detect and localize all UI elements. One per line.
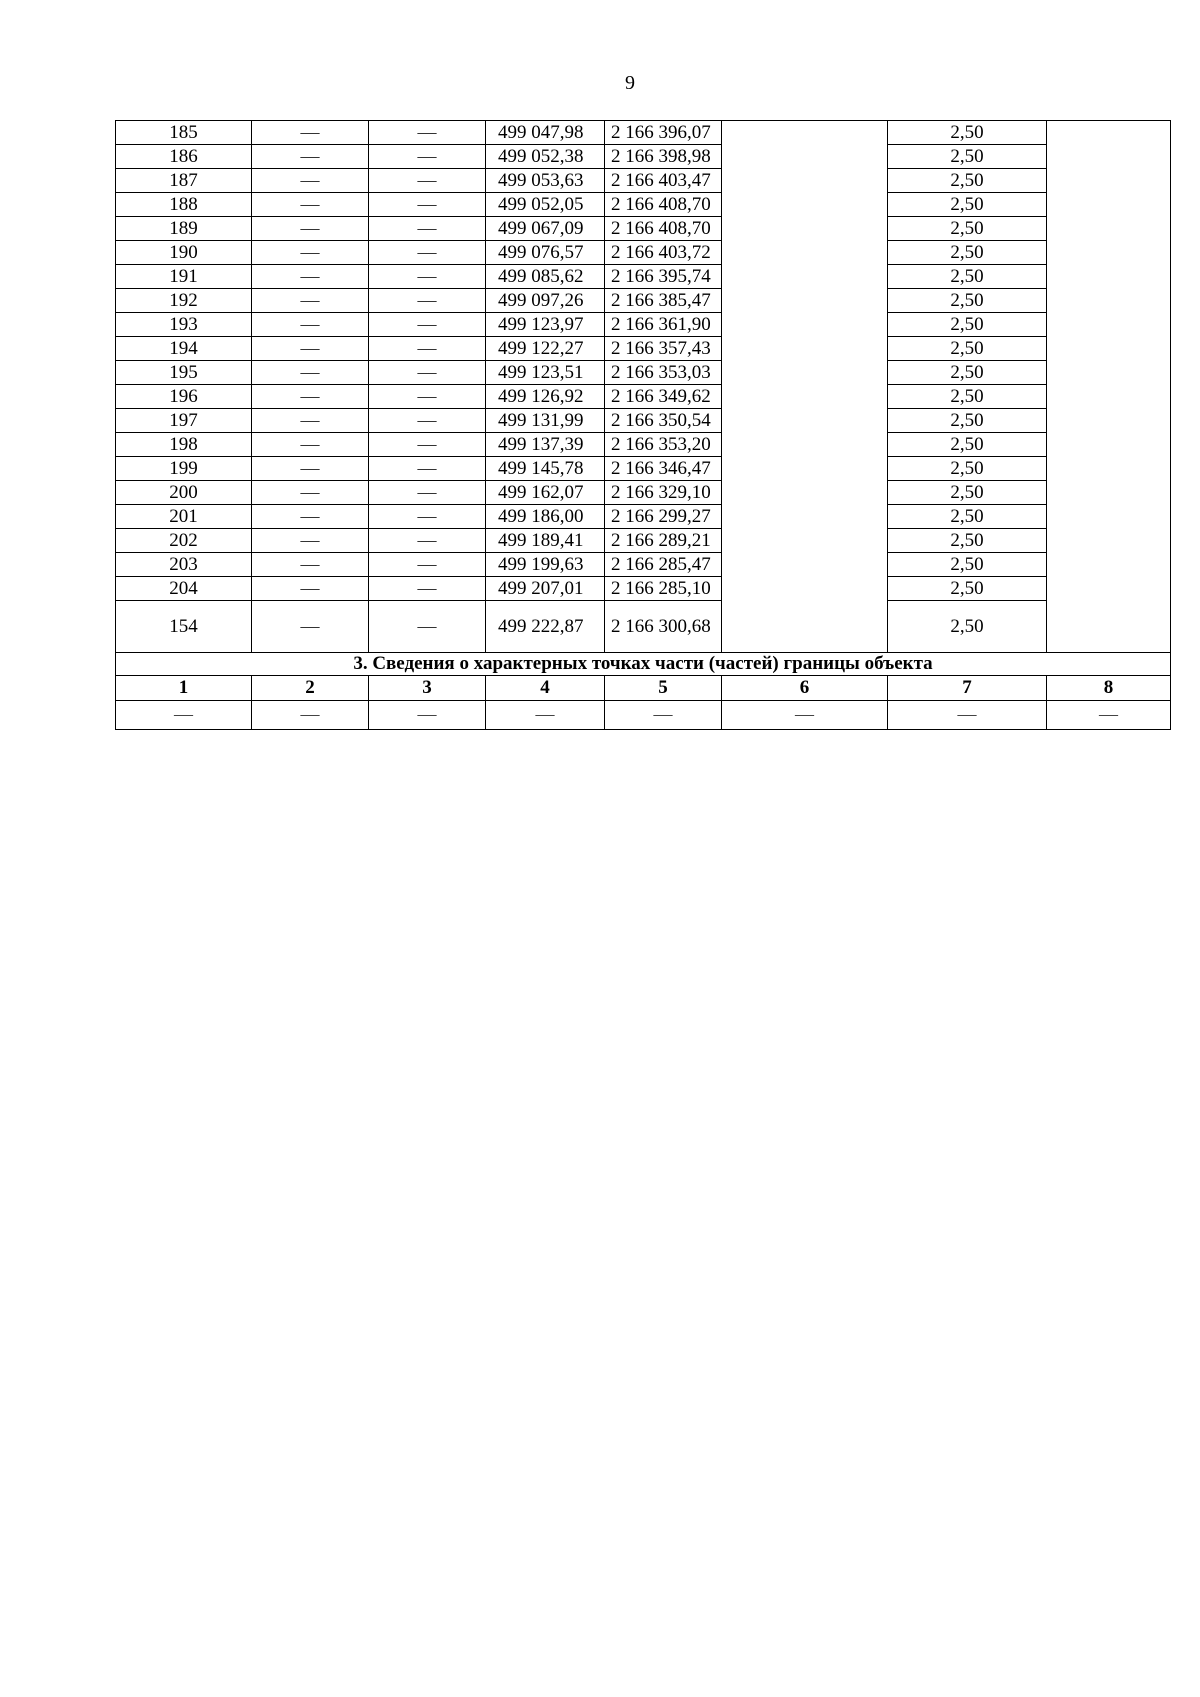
cell-col3: —	[369, 409, 486, 433]
empty-cell: —	[888, 701, 1047, 730]
cell-col7: 2,50	[888, 337, 1047, 361]
table-row	[116, 529, 1171, 553]
table-row	[116, 121, 1171, 145]
cell-col7: 2,50	[888, 121, 1047, 145]
table-row	[116, 313, 1171, 337]
cell-col3: —	[369, 481, 486, 505]
point-number: 192	[116, 289, 252, 313]
cell-col2: —	[252, 145, 369, 169]
cell-col3: —	[369, 457, 486, 481]
point-number: 194	[116, 337, 252, 361]
coord-x: 499 189,41	[486, 529, 605, 553]
table-row	[116, 217, 1171, 241]
cell-col7: 2,50	[888, 265, 1047, 289]
point-number: 190	[116, 241, 252, 265]
cell-col2: —	[252, 217, 369, 241]
cell-col3: —	[369, 241, 486, 265]
table-row	[116, 145, 1171, 169]
cell-col2: —	[252, 193, 369, 217]
table-row	[116, 409, 1171, 433]
empty-cell: —	[486, 701, 605, 730]
coord-x: 499 053,63	[486, 169, 605, 193]
coord-x: 499 186,00	[486, 505, 605, 529]
cell-col7: 2,50	[888, 193, 1047, 217]
point-number: 197	[116, 409, 252, 433]
table-row	[116, 433, 1171, 457]
column-number: 5	[605, 676, 722, 701]
point-number: 193	[116, 313, 252, 337]
coord-y: 2 166 408,70	[605, 193, 722, 217]
coord-y: 2 166 353,20	[605, 433, 722, 457]
cell-col2: —	[252, 529, 369, 553]
coord-y: 2 166 346,47	[605, 457, 722, 481]
cell-col7: 2,50	[888, 433, 1047, 457]
cell-col7: 2,50	[888, 409, 1047, 433]
table-row	[116, 169, 1171, 193]
empty-cell: —	[116, 701, 252, 730]
coord-x: 499 047,98	[486, 121, 605, 145]
table-row	[116, 601, 1171, 653]
point-number: 198	[116, 433, 252, 457]
point-number: 195	[116, 361, 252, 385]
coord-x: 499 122,27	[486, 337, 605, 361]
coord-x: 499 199,63	[486, 553, 605, 577]
point-number: 187	[116, 169, 252, 193]
coord-y: 2 166 329,10	[605, 481, 722, 505]
cell-col6-merged	[722, 121, 888, 653]
cell-col3: —	[369, 385, 486, 409]
point-number: 191	[116, 265, 252, 289]
coord-x: 499 085,62	[486, 265, 605, 289]
cell-col2: —	[252, 553, 369, 577]
point-number: 203	[116, 553, 252, 577]
point-number: 201	[116, 505, 252, 529]
coord-x: 499 126,92	[486, 385, 605, 409]
cell-col2: —	[252, 433, 369, 457]
table-row	[116, 193, 1171, 217]
table-row	[116, 241, 1171, 265]
coord-y: 2 166 403,47	[605, 169, 722, 193]
table-row	[116, 337, 1171, 361]
coord-x: 499 207,01	[486, 577, 605, 601]
cell-col3: —	[369, 553, 486, 577]
empty-cell: —	[722, 701, 888, 730]
coord-y: 2 166 299,27	[605, 505, 722, 529]
cell-col7: 2,50	[888, 553, 1047, 577]
column-number: 1	[116, 676, 252, 701]
point-number: 188	[116, 193, 252, 217]
coord-y: 2 166 285,47	[605, 553, 722, 577]
coord-y: 2 166 285,10	[605, 577, 722, 601]
cell-col2: —	[252, 361, 369, 385]
cell-col7: 2,50	[888, 241, 1047, 265]
cell-col7: 2,50	[888, 457, 1047, 481]
coord-x: 499 162,07	[486, 481, 605, 505]
coord-y: 2 166 408,70	[605, 217, 722, 241]
table-row	[116, 289, 1171, 313]
cell-col3: —	[369, 433, 486, 457]
coord-y: 2 166 357,43	[605, 337, 722, 361]
coord-y: 2 166 395,74	[605, 265, 722, 289]
cell-col2: —	[252, 409, 369, 433]
table-row	[116, 553, 1171, 577]
table-row	[116, 361, 1171, 385]
column-number: 2	[252, 676, 369, 701]
point-number: 199	[116, 457, 252, 481]
cell-col2: —	[252, 241, 369, 265]
cell-col3: —	[369, 601, 486, 653]
empty-cell: —	[605, 701, 722, 730]
point-number: 202	[116, 529, 252, 553]
coord-x: 499 097,26	[486, 289, 605, 313]
point-number: 196	[116, 385, 252, 409]
table-row	[116, 265, 1171, 289]
cell-col7: 2,50	[888, 601, 1047, 653]
cell-col2: —	[252, 577, 369, 601]
point-number: 189	[116, 217, 252, 241]
coord-y: 2 166 289,21	[605, 529, 722, 553]
point-number: 200	[116, 481, 252, 505]
cell-col2: —	[252, 313, 369, 337]
cell-col7: 2,50	[888, 577, 1047, 601]
cell-col3: —	[369, 529, 486, 553]
table-row	[116, 577, 1171, 601]
cell-col3: —	[369, 313, 486, 337]
coord-x: 499 123,51	[486, 361, 605, 385]
coord-y: 2 166 361,90	[605, 313, 722, 337]
coord-y: 2 166 350,54	[605, 409, 722, 433]
cell-col3: —	[369, 193, 486, 217]
page-number: 9	[625, 72, 635, 94]
empty-data-row	[116, 701, 1171, 730]
cell-col7: 2,50	[888, 361, 1047, 385]
coord-x: 499 067,09	[486, 217, 605, 241]
cell-col3: —	[369, 217, 486, 241]
point-number: 154	[116, 601, 252, 653]
column-number: 6	[722, 676, 888, 701]
coord-x: 499 076,57	[486, 241, 605, 265]
cell-col7: 2,50	[888, 145, 1047, 169]
coord-x: 499 222,87	[486, 601, 605, 653]
cell-col2: —	[252, 601, 369, 653]
cell-col8-merged	[1047, 121, 1171, 653]
cell-col7: 2,50	[888, 505, 1047, 529]
table-row	[116, 385, 1171, 409]
cell-col2: —	[252, 289, 369, 313]
cell-col2: —	[252, 385, 369, 409]
cell-col3: —	[369, 361, 486, 385]
cell-col2: —	[252, 457, 369, 481]
coord-x: 499 145,78	[486, 457, 605, 481]
cell-col7: 2,50	[888, 385, 1047, 409]
coord-y: 2 166 349,62	[605, 385, 722, 409]
column-number: 8	[1047, 676, 1171, 701]
coordinates-table	[115, 120, 1171, 730]
cell-col3: —	[369, 145, 486, 169]
cell-col3: —	[369, 169, 486, 193]
cell-col7: 2,50	[888, 313, 1047, 337]
coord-x: 499 123,97	[486, 313, 605, 337]
coord-x: 499 137,39	[486, 433, 605, 457]
section-3-title: 3. Сведения о характерных точках части (частей) границы объекта	[116, 653, 1171, 676]
cell-col2: —	[252, 169, 369, 193]
coord-x: 499 052,38	[486, 145, 605, 169]
empty-cell: —	[252, 701, 369, 730]
table-row	[116, 457, 1171, 481]
coord-y: 2 166 398,98	[605, 145, 722, 169]
cell-col3: —	[369, 337, 486, 361]
cell-col3: —	[369, 577, 486, 601]
cell-col2: —	[252, 121, 369, 145]
coord-x: 499 131,99	[486, 409, 605, 433]
table-body	[116, 121, 1171, 730]
coord-y: 2 166 403,72	[605, 241, 722, 265]
cell-col3: —	[369, 265, 486, 289]
point-number: 185	[116, 121, 252, 145]
cell-col7: 2,50	[888, 529, 1047, 553]
column-number: 4	[486, 676, 605, 701]
cell-col2: —	[252, 505, 369, 529]
cell-col7: 2,50	[888, 169, 1047, 193]
empty-cell: —	[1047, 701, 1171, 730]
table-row	[116, 505, 1171, 529]
cell-col3: —	[369, 121, 486, 145]
cell-col7: 2,50	[888, 289, 1047, 313]
cell-col2: —	[252, 265, 369, 289]
column-number-row	[116, 676, 1171, 701]
coord-y: 2 166 300,68	[605, 601, 722, 653]
cell-col7: 2,50	[888, 217, 1047, 241]
cell-col7: 2,50	[888, 481, 1047, 505]
point-number: 186	[116, 145, 252, 169]
cell-col3: —	[369, 289, 486, 313]
coord-y: 2 166 396,07	[605, 121, 722, 145]
cell-col3: —	[369, 505, 486, 529]
column-number: 3	[369, 676, 486, 701]
point-number: 204	[116, 577, 252, 601]
coord-y: 2 166 353,03	[605, 361, 722, 385]
section-3-row	[116, 653, 1171, 676]
coord-x: 499 052,05	[486, 193, 605, 217]
cell-col2: —	[252, 337, 369, 361]
coord-y: 2 166 385,47	[605, 289, 722, 313]
table-row	[116, 481, 1171, 505]
cell-col2: —	[252, 481, 369, 505]
column-number: 7	[888, 676, 1047, 701]
empty-cell: —	[369, 701, 486, 730]
